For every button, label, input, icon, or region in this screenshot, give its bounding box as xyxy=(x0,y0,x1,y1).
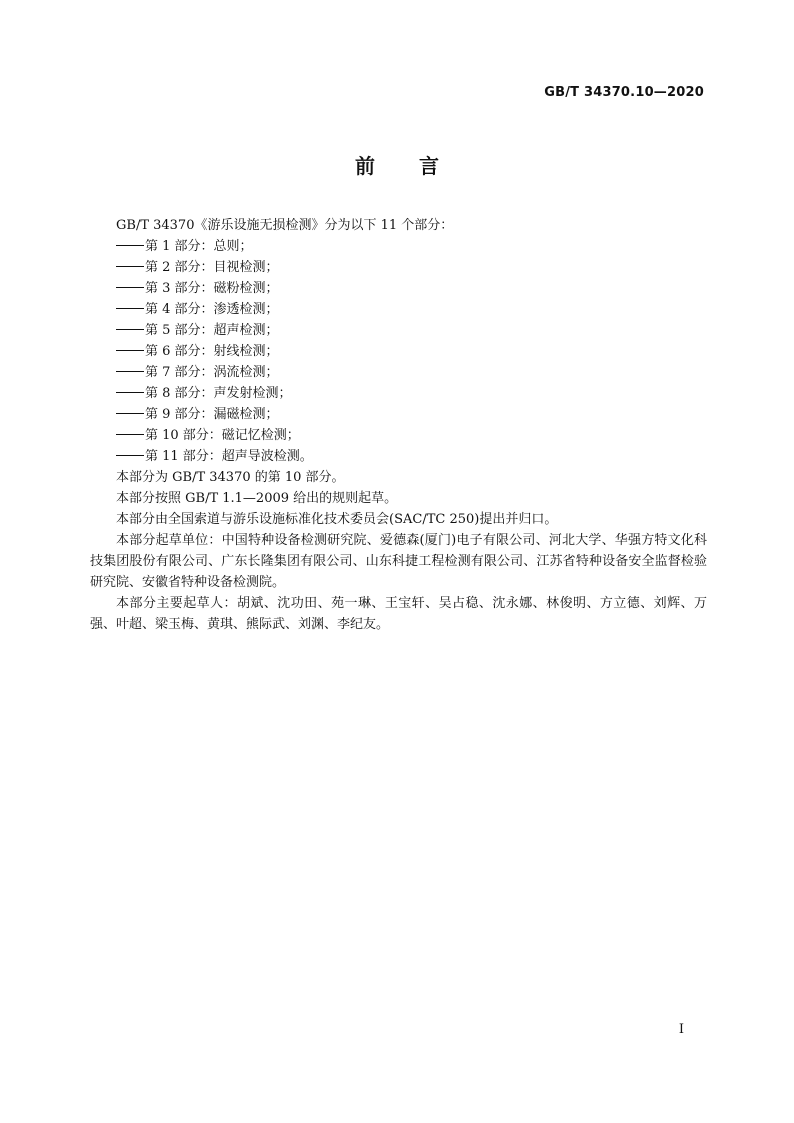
dash-icon xyxy=(116,413,144,414)
list-item: 第 4 部分：渗透检测； xyxy=(90,299,707,320)
parts-list xyxy=(90,236,707,467)
page-title: 前言 xyxy=(355,154,483,178)
list-item: 第 9 部分：漏磁检测； xyxy=(90,404,707,425)
list-item: 第 11 部分：超声导波检测。 xyxy=(90,446,707,467)
dash-icon xyxy=(116,455,144,456)
page-number: I xyxy=(678,1022,684,1037)
part-of-statement: 本部分为 GB/T 34370 的第 10 部分。 xyxy=(116,470,345,485)
dash-icon xyxy=(116,392,144,393)
drafters-paragraph: 本部分主要起草人：胡斌、沈功田、苑一琳、王宝轩、吴占稳、沈永娜、林俊明、方立德、刘辉、万强、叶超、梁玉梅、黄琪、熊际武、刘渊、李纪友。 xyxy=(90,596,707,632)
list-item: 第 7 部分：涡流检测； xyxy=(90,362,707,383)
dash-icon xyxy=(116,266,144,267)
dash-icon xyxy=(116,371,144,372)
list-item: 第 3 部分：磁粉检测； xyxy=(90,278,707,299)
dash-icon xyxy=(116,287,144,288)
dash-icon xyxy=(116,308,144,309)
list-item: 第 10 部分：磁记忆检测； xyxy=(90,425,707,446)
drafting-units-paragraph: 本部分起草单位：中国特种设备检测研究院、爱德森(厦门)电子有限公司、河北大学、华强方特文化科技集团股份有限公司、广东长隆集团有限公司、山东科捷工程检测有限公司、江苏省特种设备安全监督检验研究院、安徽省特种设备检测院。 xyxy=(90,533,707,590)
dash-icon xyxy=(116,434,144,435)
proposed-by-statement: 本部分由全国索道与游乐设施标准化技术委员会(SAC/TC 250)提出并归口。 xyxy=(116,512,558,527)
dash-icon xyxy=(116,350,144,351)
list-item: 第 5 部分：超声检测； xyxy=(90,320,707,341)
list-item: 第 1 部分：总则； xyxy=(90,236,707,257)
list-item: 第 2 部分：目视检测； xyxy=(90,257,707,278)
foreword-body xyxy=(90,215,707,635)
list-item: 第 8 部分：声发射检测； xyxy=(90,383,707,404)
standard-code: GB/T 34370.10—2020 xyxy=(544,85,704,100)
dash-icon xyxy=(116,329,144,330)
intro-paragraph: GB/T 34370《游乐设施无损检测》分为以下 11 个部分： xyxy=(116,218,454,233)
list-item: 第 6 部分：射线检测； xyxy=(90,341,707,362)
dash-icon xyxy=(116,245,144,246)
rules-statement: 本部分按照 GB/T 1.1—2009 给出的规则起草。 xyxy=(116,491,398,506)
